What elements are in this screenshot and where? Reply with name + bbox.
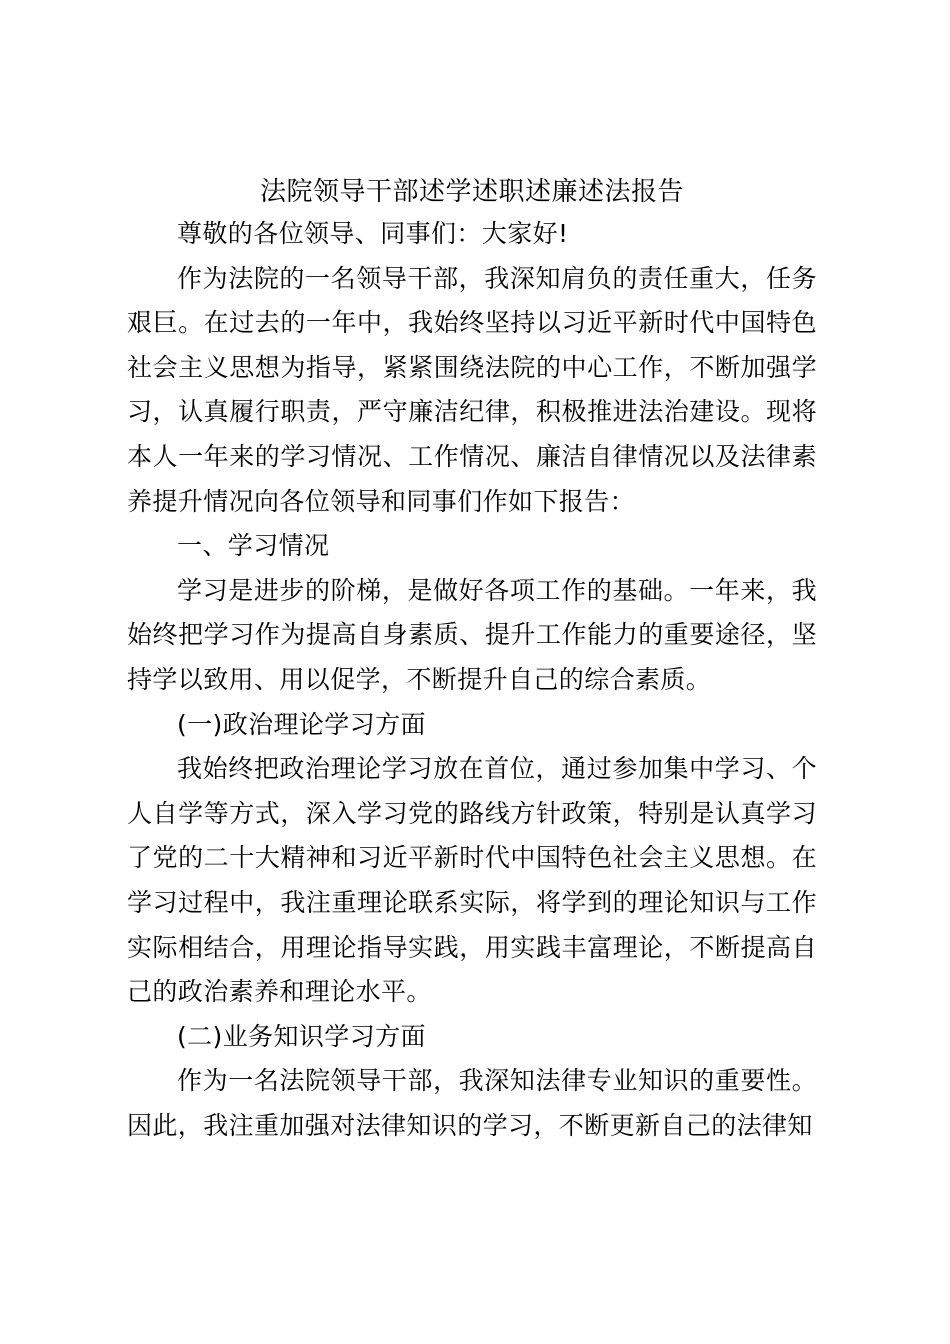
document-title: 法院领导干部述学述职述廉述法报告 bbox=[259, 177, 684, 207]
section-heading-study: 一、学习情况 bbox=[177, 531, 330, 561]
subsection-heading-political-theory: (一)政治理论学习方面 bbox=[177, 709, 426, 739]
subsection-heading-professional-knowledge: (二)业务知识学习方面 bbox=[177, 1021, 426, 1051]
intro-paragraph: 作为法院的一名领导干部，我深知肩负的责任重大，任务艰巨。在过去的一年中，我始终坚持以习近平新时代中国特色社会主义思想为指导，紧紧围绕法院的中心工作，不断加强学习，认真履行职责，严守廉洁纪律，积极推进法治建设。现将本人一年来的学习情况、工作情况、廉洁自律情况以及法律素养提升情况向各位领导和同事们作如下报告： bbox=[127, 263, 817, 516]
political-theory-paragraph: 我始终把政治理论学习放在首位，通过参加集中学习、个人自学等方式，深入学习党的路线方针政策，特别是认真学习了党的二十大精神和习近平新时代中国特色社会主义思想。在学习过程中，我注重理论联系实际，将学到的理论知识与工作实际相结合，用理论指导实践，用实践丰富理论，不断提高自己的政治素养和理论水平。 bbox=[127, 754, 817, 1007]
study-paragraph: 学习是进步的阶梯，是做好各项工作的基础。一年来，我始终把学习作为提高自身素质、提升工作能力的重要途径，坚持学以致用、用以促学，不断提升自己的综合素质。 bbox=[127, 575, 817, 694]
greeting-paragraph: 尊敬的各位领导、同事们：大家好! bbox=[177, 219, 569, 248]
professional-knowledge-paragraph: 作为一名法院领导干部，我深知法律专业知识的重要性。因此，我注重加强对法律知识的学习，不断更新自己的法律知 bbox=[127, 1066, 817, 1140]
document-page bbox=[127, 172, 817, 1148]
